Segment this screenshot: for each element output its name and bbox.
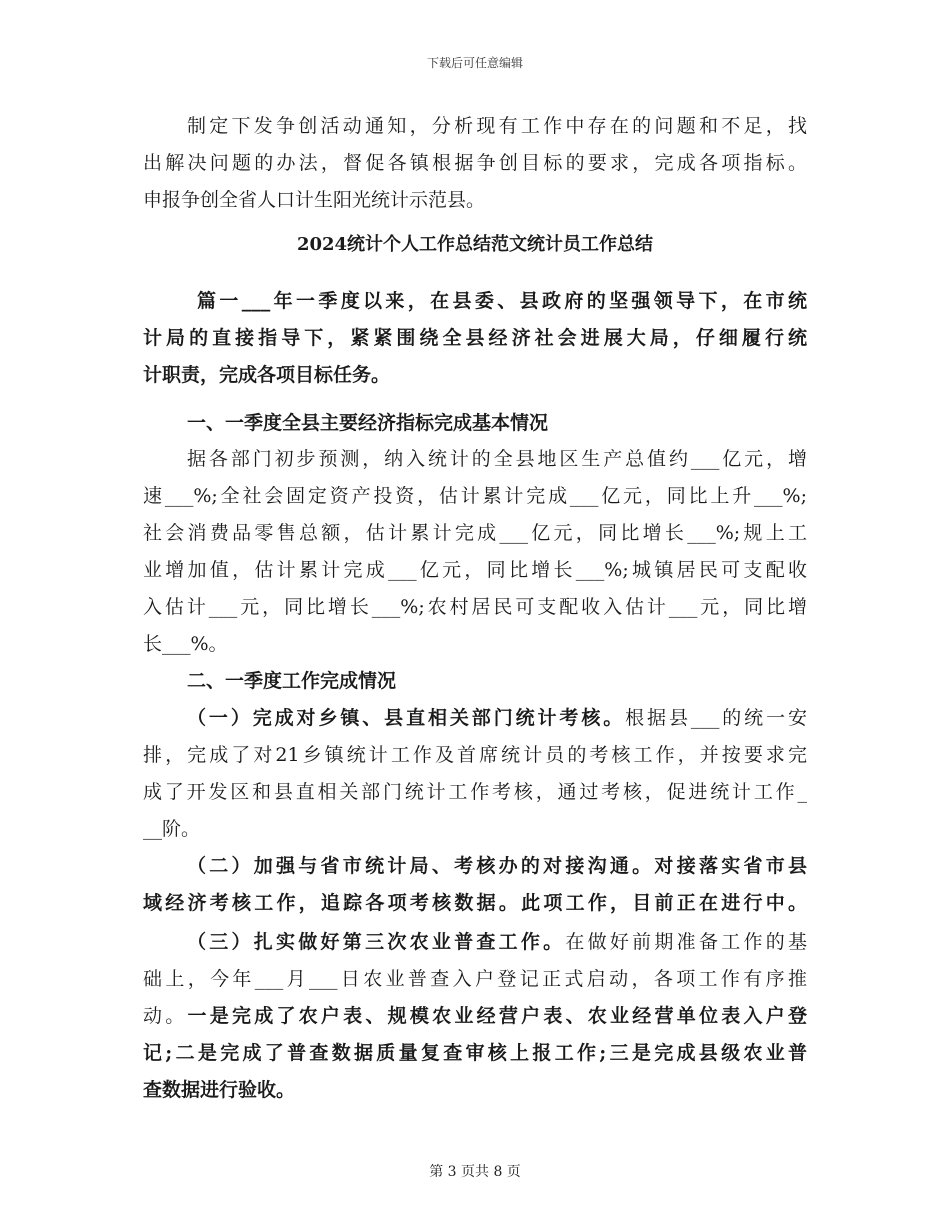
item1-line-3: 成了开发区和县直相关部门统计工作考核，通过考核，促进统计工作_ (143, 781, 807, 803)
item2-line-1: （二）加强与省市统计局、考核办的对接沟通。对接落实省市县 (187, 855, 807, 877)
item3-line-3 (143, 1003, 807, 1029)
section1-line-2: 速___%;全社会固定资产投资，估计累计完成___亿元，同比上升___%; (143, 485, 807, 507)
item1-rest: 根据县___的统一安 (625, 707, 807, 729)
page-header: 下载后可任意编辑 (426, 56, 523, 70)
item1-lead: （一）完成对乡镇、县直相关部门统计考核。 (187, 707, 626, 729)
item2-line-2: 域经济考核工作，追踪各项考核数据。此项工作，目前正在进行中。 (143, 892, 807, 914)
intro-line-3: 申报争创全省人口计生阳光统计示范县。 (143, 189, 486, 211)
item3-plain: 动。 (143, 1005, 188, 1027)
intro-line-1: 制定下发争创活动通知，分析现有工作中存在的问题和不足，找 (187, 115, 807, 137)
item3-line-2: 础上，今年___月___日农业普查入户登记正式启动，各项工作有序推 (143, 968, 807, 990)
item3-bold: 一是完成了农户表、规模农业经营户表、农业经营单位表入户登 (187, 1005, 807, 1027)
section1-line-1: 据各部门初步预测，纳入统计的全县地区生产总值约___亿元，增 (187, 448, 807, 470)
para1-line-2: 计局的直接指导下，紧紧围绕全县经济社会进展大局，仔细履行统 (143, 327, 807, 349)
para1-line-1: 篇一___年一季度以来，在县委、县政府的坚强领导下，在市统 (197, 290, 807, 312)
para1-line-3: 计职责，完成各项目标任务。 (143, 364, 391, 386)
section1-line-6: 长___%。 (143, 633, 228, 655)
item3-line-5: 查数据进行验收。 (143, 1079, 296, 1101)
item1-line-4: __阶。 (143, 818, 201, 840)
item3-line-1 (187, 929, 807, 955)
item3-line-4: 记;二是完成了普查数据质量复查审核上报工作;三是完成县级农业普 (143, 1042, 807, 1064)
page-footer: 第 3 页共 8 页 (429, 1164, 521, 1180)
item3-rest: 在做好前期准备工作的基 (565, 931, 807, 953)
section1-line-4: 业增加值，估计累计完成___亿元，同比增长___%;城镇居民可支配收 (143, 559, 807, 581)
document-title: 2024统计个人工作总结范文统计员工作总结 (296, 234, 654, 255)
section1-line-3: 社会消费品零售总额，估计累计完成___亿元，同比增长___%;规上工 (143, 522, 807, 544)
section2-heading: 二、一季度工作完成情况 (187, 670, 397, 692)
section1-heading: 一、一季度全县主要经济指标完成基本情况 (187, 412, 549, 434)
section1-line-5: 入估计___元，同比增长___%;农村居民可支配收入估计___元，同比增 (143, 596, 807, 618)
item1-line-1 (187, 705, 807, 731)
item1-line-2: 排，完成了对21乡镇统计工作及首席统计员的考核工作，并按要求完 (143, 744, 807, 766)
item3-lead: （三）扎实做好第三次农业普查工作。 (187, 931, 566, 953)
intro-line-2: 出解决问题的办法，督促各镇根据争创目标的要求，完成各项指标。 (143, 152, 807, 174)
